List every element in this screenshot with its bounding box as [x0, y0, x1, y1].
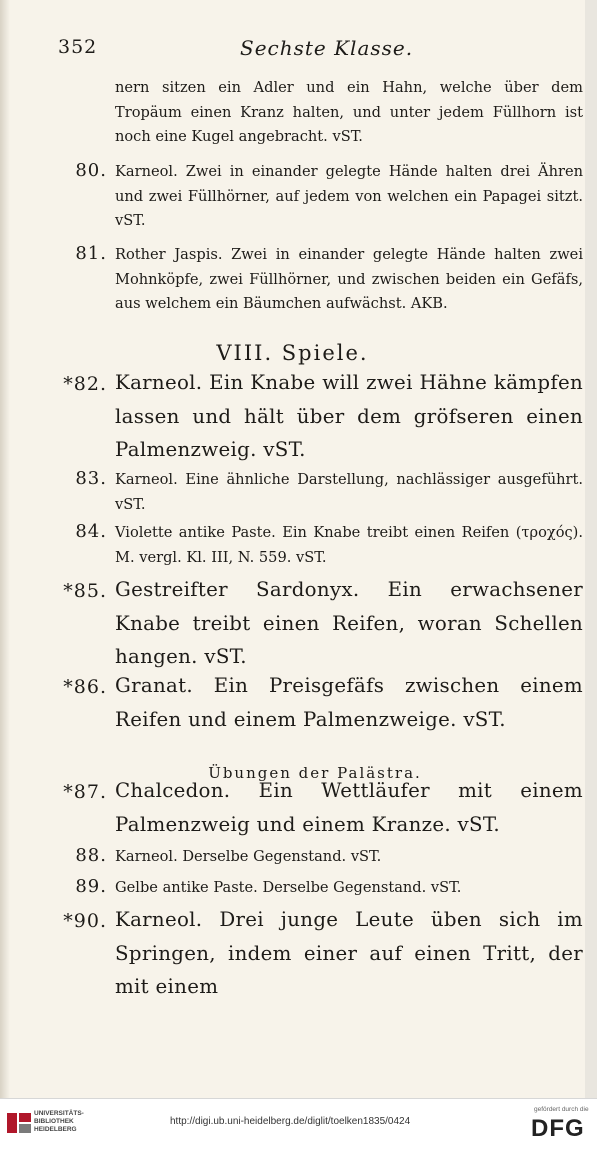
- entry-number: 83.: [75, 468, 107, 489]
- entry-number: *82.: [63, 373, 107, 395]
- entry-number: 84.: [75, 521, 107, 542]
- entry-text: Gestreifter Sardonyx. Ein erwachsener Knabe treibt einen Reifen, woran Schellen hangen. vST.: [115, 578, 583, 668]
- section-heading: VIII. Spiele.: [216, 341, 369, 365]
- entry-text: Karneol. Ein Knabe will zwei Hähne kämpfen lassen und hält über dem gröfseren einen Palmenzweig. vST.: [115, 371, 583, 461]
- entry-text: Karneol. Zwei in einander gelegte Hände halten drei Ähren und zwei Füllhörner, auf jedem von welchen ein Papagei sitzt. vST.: [115, 163, 583, 229]
- entry-number: *86.: [63, 676, 107, 698]
- entry-number: 88.: [75, 845, 107, 866]
- entry-text: Karneol. Derselbe Gegenstand. vST.: [115, 848, 382, 865]
- university-library-logo-icon: [6, 1111, 32, 1135]
- entry-number: *85.: [63, 580, 107, 602]
- entry-text: nern sitzen ein Adler und ein Hahn, welche über dem Tropäum einen Kranz halten, und unter jedem Füllhorn ist noch eine Kugel angebracht. vST.: [115, 79, 583, 145]
- entry-text: Karneol. Drei junge Leute üben sich im Springen, indem einer auf einen Tritt, der mit einem: [115, 908, 583, 998]
- entry-number: *87.: [63, 781, 107, 803]
- dfg-logo: DFG: [531, 1115, 585, 1142]
- viewer-footer: [0, 1098, 597, 1149]
- entry-text: Rother Jaspis. Zwei in einander gelegte Hände halten zwei Mohnköpfe, zwei Füllhörner, und zwischen beiden ein Gefäfs, aus welchem ein Bäumchen aufwächst. AKB.: [115, 246, 583, 312]
- library-logo-text: UNIVERSITÄTS- BIBLIOTHEK HEIDELBERG: [34, 1110, 84, 1133]
- scan-background: [585, 0, 597, 1098]
- permalink[interactable]: http://digi.ub.uni-heidelberg.de/diglit/toelken1835/0424: [170, 1116, 411, 1127]
- entry-text: Gelbe antike Paste. Derselbe Gegenstand. vST.: [115, 879, 462, 896]
- subheading: Übungen der Palästra.: [208, 764, 422, 782]
- running-title: Sechste Klasse.: [240, 36, 414, 60]
- entry-text: Chalcedon. Ein Wettläufer mit einem Palmenzweig und einem Kranze. vST.: [115, 779, 583, 836]
- entry-number: 89.: [75, 876, 107, 897]
- entry-text: Granat. Ein Preisgefäfs zwischen einem Reifen und einem Palmenzweige. vST.: [115, 674, 583, 731]
- page-number: 352: [58, 36, 98, 58]
- entry-text: Violette antike Paste. Ein Knabe treibt einen Reifen (τροχός). M. vergl. Kl. III, N. 559. vST.: [115, 524, 583, 566]
- entry-text: Karneol. Eine ähnliche Darstellung, nachlässiger ausgeführt. vST.: [115, 471, 583, 513]
- entry-number: 80.: [75, 160, 107, 181]
- running-header: [0, 36, 585, 64]
- entry-number: *90.: [63, 910, 107, 932]
- entry-number: 81.: [75, 243, 107, 264]
- sponsor-label: gefördert durch die: [534, 1106, 589, 1113]
